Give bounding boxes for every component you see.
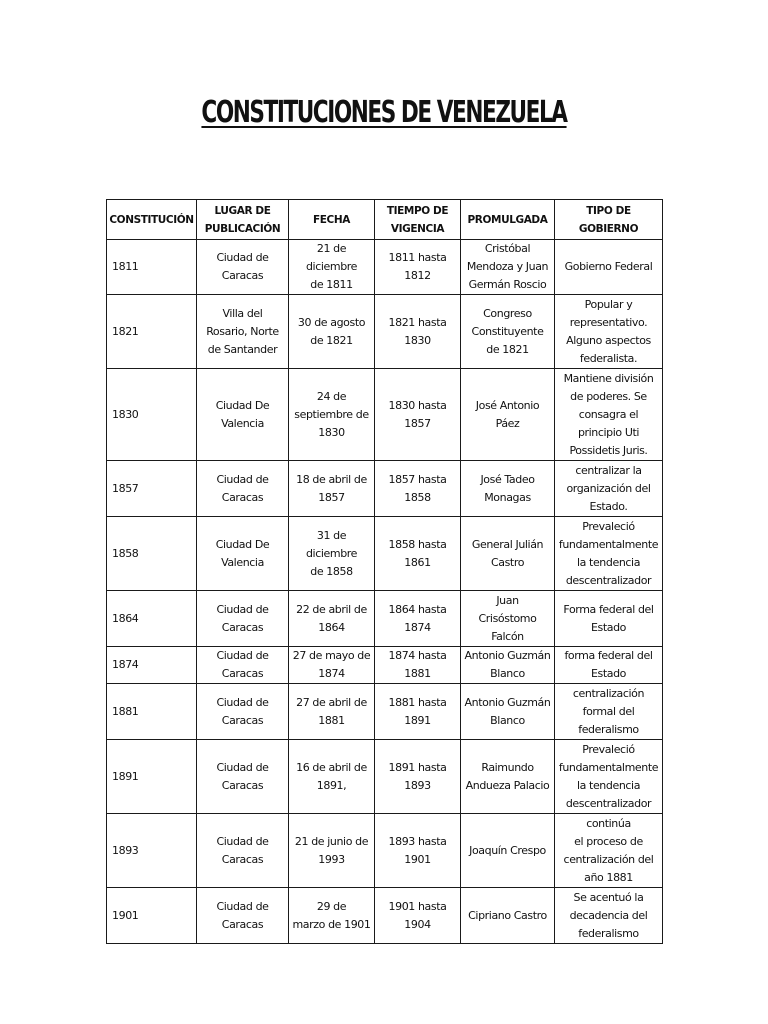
cell-text: 1830 hasta 1857 [388,398,447,430]
cell-text: 1891 hasta 1893 [388,760,447,792]
cell-text: Ciudad de Caracas [216,899,269,931]
header-tipo-gobierno: TIPO DE GOBIERNO [555,200,663,240]
cell-text: 24 de septiembre de 1830 [294,389,369,439]
cell-text: 16 de abril de 1891, [296,760,367,792]
table-row [107,647,663,684]
cell-constitucion [107,295,197,369]
cell-promulgada [461,740,555,814]
table-row [107,295,663,369]
cell-text: Cipriano Castro [468,908,547,922]
table-header-row [107,200,663,240]
page-title: CONSTITUCIONES DE VENEZUELA [201,95,567,130]
cell-vigencia [375,369,461,461]
cell-fecha [289,647,375,684]
cell-constitucion [107,647,197,684]
header-constitucion: CONSTITUCIÓN [107,200,197,240]
cell-text: 1821 [112,324,139,338]
table-row [107,517,663,591]
cell-promulgada [461,240,555,295]
cell-text: 1901 hasta 1904 [388,899,447,931]
cell-constitucion [107,888,197,944]
cell-lugar [197,240,289,295]
cell-lugar [197,684,289,740]
cell-text: 1901 [112,908,139,922]
cell-text: 31 de diciembre de 1858 [305,528,358,578]
cell-constitucion [107,369,197,461]
cell-constitucion [107,684,197,740]
cell-vigencia [375,684,461,740]
cell-lugar [197,740,289,814]
cell-constitucion [107,517,197,591]
cell-vigencia [375,888,461,944]
cell-fecha [289,517,375,591]
cell-text: Prevaleció fundamentalmente la tendencia descentralizador [558,742,659,810]
header-vigencia: TIEMPO DE VIGENCIA [375,200,461,240]
cell-text: José Antonio Páez [475,398,540,430]
cell-text: José Tadeo Monagas [480,472,535,504]
cell-tipo-gobierno [555,240,663,295]
cell-vigencia [375,240,461,295]
cell-constitucion [107,240,197,295]
cell-fecha [289,591,375,647]
cell-lugar [197,591,289,647]
cell-text: 1874 [112,658,139,671]
cell-tipo-gobierno [555,647,663,684]
cell-fecha [289,740,375,814]
cell-text: 1821 hasta 1830 [388,315,447,347]
cell-text: 1811 hasta 1812 [388,251,447,282]
cell-text: 1881 [112,704,139,718]
cell-text: 1830 [112,407,139,421]
cell-text: Ciudad de Caracas [216,602,269,634]
cell-fecha [289,369,375,461]
cell-promulgada [461,295,555,369]
cell-lugar [197,888,289,944]
cell-constitucion [107,591,197,647]
cell-constitucion [107,461,197,517]
cell-tipo-gobierno [555,814,663,888]
table-row [107,888,663,944]
cell-lugar [197,369,289,461]
cell-text: Juan Crisóstomo Falcón [478,593,537,643]
cell-text: Ciudad de Caracas [216,472,269,504]
cell-text: 1874 hasta 1881 [388,649,447,680]
cell-text: 18 de abril de 1857 [296,472,367,504]
cell-fecha [289,240,375,295]
cell-text: Ciudad de Caracas [216,760,269,792]
cell-text: 1893 hasta 1901 [388,834,447,866]
cell-tipo-gobierno [555,295,663,369]
cell-text: General Julián Castro [471,537,544,569]
cell-vigencia [375,591,461,647]
cell-text: Cristóbal Mendoza y Juan Germán Roscio [466,242,549,291]
cell-text: Prevaleció fundamentalmente la tendencia descentralizador [558,519,659,587]
cell-text: forma federal del Estado [564,649,653,680]
cell-text: Popular y representativo. Alguno aspectos federalista. [566,297,651,365]
cell-text: Villa del Rosario, Norte de Santander [206,306,279,356]
cell-text: 1858 hasta 1861 [388,537,447,569]
cell-promulgada [461,591,555,647]
cell-vigencia [375,647,461,684]
cell-promulgada [461,888,555,944]
cell-text: Forma federal del Estado [563,602,654,634]
cell-text: Mantiene división de poderes. Se consagra el principio Uti Possidetis Juris. [563,371,654,457]
cell-text: 1893 [112,843,139,857]
cell-text: 1858 [112,546,139,560]
cell-text: Ciudad De Valencia [215,537,270,569]
cell-text: centralización formal del federalismo [572,686,645,736]
cell-text: 30 de agosto de 1821 [297,315,366,347]
cell-tipo-gobierno [555,461,663,517]
table-row [107,240,663,295]
cell-vigencia [375,517,461,591]
cell-text: 1857 [112,481,139,495]
cell-promulgada [461,684,555,740]
cell-lugar [197,814,289,888]
cell-constitucion [107,740,197,814]
cell-text: Raimundo Andueza Palacio [465,760,550,792]
cell-fecha [289,295,375,369]
cell-vigencia [375,295,461,369]
table-row [107,461,663,517]
cell-promulgada [461,814,555,888]
cell-text: 1811 [112,260,139,273]
cell-promulgada [461,517,555,591]
cell-text: Se acentuó la decadencia del federalismo [569,890,648,940]
cell-promulgada [461,647,555,684]
header-promulgada: PROMULGADA [461,200,555,240]
table-row [107,369,663,461]
table-row [107,740,663,814]
cell-text: 1857 hasta 1858 [388,472,447,504]
cell-text: 1891 [112,769,139,783]
cell-text: 1864 hasta 1874 [388,602,447,634]
cell-constitucion [107,814,197,888]
cell-text: Ciudad de Caracas [216,251,269,282]
cell-text: Joaquín Crespo [469,843,546,857]
cell-lugar [197,295,289,369]
cell-fecha [289,888,375,944]
cell-lugar [197,517,289,591]
cell-tipo-gobierno [555,591,663,647]
table-row [107,684,663,740]
cell-text: 1881 hasta 1891 [388,695,447,727]
cell-tipo-gobierno [555,684,663,740]
cell-text: 21 de junio de 1993 [294,834,369,866]
cell-text: Antonio Guzmán Blanco [464,649,551,680]
cell-fecha [289,461,375,517]
header-fecha: FECHA [289,200,375,240]
cell-lugar [197,461,289,517]
table-row [107,814,663,888]
cell-text: Ciudad de Caracas [216,695,269,727]
cell-text: 1864 [112,611,139,625]
cell-text: 27 de mayo de 1874 [292,649,371,680]
cell-text: Congreso Constituyente de 1821 [471,306,544,356]
cell-tipo-gobierno [555,888,663,944]
cell-lugar [197,647,289,684]
cell-vigencia [375,814,461,888]
cell-text: continúa el proceso de centralización del año 1881 [563,816,654,884]
cell-text: 27 de abril de 1881 [296,695,367,727]
cell-tipo-gobierno [555,740,663,814]
cell-promulgada [461,461,555,517]
header-lugar: LUGAR DE PUBLICACIÓN [197,200,289,240]
cell-fecha [289,814,375,888]
cell-text: Ciudad de Caracas [216,834,269,866]
cell-tipo-gobierno [555,369,663,461]
cell-vigencia [375,461,461,517]
cell-text: Gobierno Federal [564,260,653,273]
cell-text: 29 de marzo de 1901 [292,899,371,931]
cell-text: 22 de abril de 1864 [296,602,367,634]
cell-text: centralizar la organización del Estado. [566,463,651,513]
table-row [107,591,663,647]
cell-text: Antonio Guzmán Blanco [464,695,551,727]
table-body [107,240,663,944]
cell-tipo-gobierno [555,517,663,591]
cell-text: Ciudad de Caracas [216,649,269,680]
cell-fecha [289,684,375,740]
cell-vigencia [375,740,461,814]
cell-text: Ciudad De Valencia [215,398,270,430]
cell-text: 21 de diciembre de 1811 [305,242,358,291]
constitutions-table [106,199,663,944]
cell-promulgada [461,369,555,461]
